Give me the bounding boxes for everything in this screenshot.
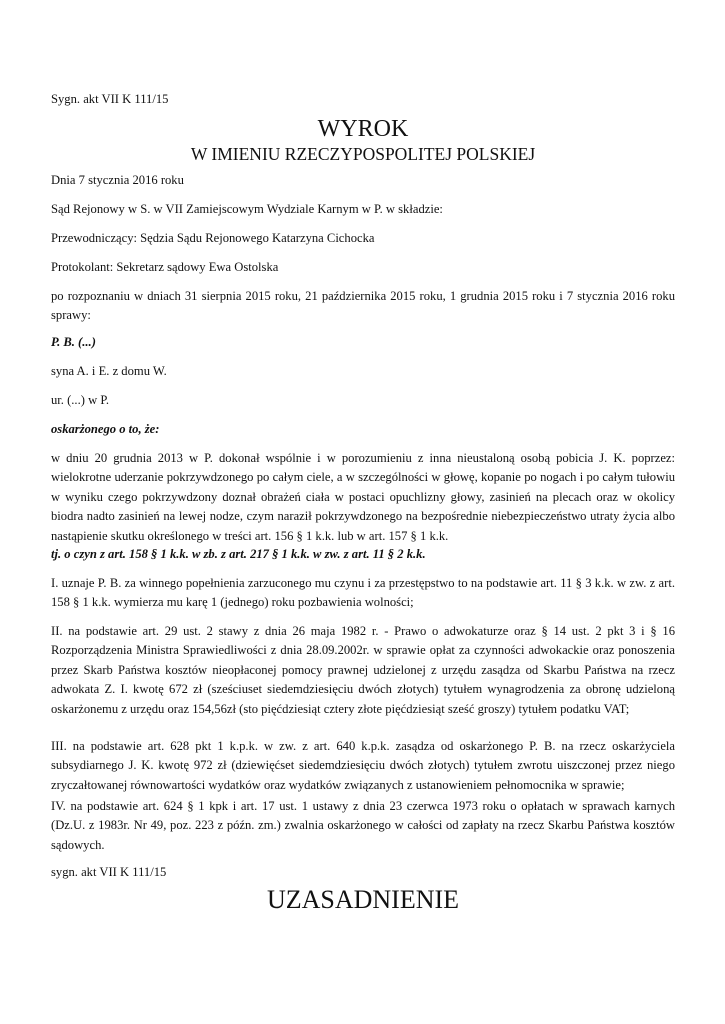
document-title: WYROK [317,116,409,142]
date-line: Dnia 7 stycznia 2016 roku [51,173,184,187]
charge-paragraph: w dniu 20 grudnia 2013 w P. dokonał wspólnie i w porozumieniu z inna nieustaloną osobą pobicia J. K. poprzez: wielokrotne uderzanie pokrzywdzonego po całym ciele, a w szczególności w głowę, kopanie po nogach i po całym tułowiu w wyniku czego pokrzywdzony doznał obrażeń ciała w postaci opuchlizny głowy, zasinień na plecach oraz w okolicy biodra nadto zasinień na lewej nodze, czym naraził pokrzywdzonego na bezpośrednie niebezpieczeństwo utraty życia albo nastąpienie skutku określonego w treści art. 156 § 1 k.k. lub w art. 157 § 1 k.k. [51,451,675,543]
verdict-point-4: IV. na podstawie art. 624 § 1 kpk i art. 17 ust. 1 ustawy z dnia 23 czerwca 1973 roku o opłatach w sprawach karnych (Dz.U. z 1983r. Nr 49, poz. 223 z późn. zm.) zwalnia oskarżonego w całości od zapłaty na rzecz Skarbu Państwa kosztów sądowych. [51,799,675,852]
presiding-judge-line: Przewodniczący: Sędzia Sądu Rejonowego Katarzyna Cichocka [51,231,375,245]
verdict-point-2: II. na podstawie art. 29 ust. 2 stawy z dnia 26 maja 1982 r. - Prawo o adwokaturze oraz § 14 ust. 2 pkt 3 i § 16 Rozporządzenia Ministra Sprawiedliwości z dnia 28.09.2002r. w sprawie opłat za czynności adwokackie oraz ponoszenia przez Skarb Państwa kosztów nieopłaconej pomocy prawnej udzielonej z urzędu zasądza od Skarbu Państwa na rzecz adwokata Z. I. kwotę 672 zł (sześciuset siedemdziesięciu dwóch złotych) tytułem wynagrodzenia za obronę udzieloną oskarżonemu z urzędu oraz 154,56zł (sto pięćdziesiąt cztery złote pięćdziesiąt sześć groszy) tytułem podatku VAT; [51,624,675,716]
document-subtitle: W IMIENIU RZECZYPOSPOLITEJ POLSKIEJ [190,144,536,164]
case-signature: Sygn. akt VII K 111/15 [51,92,169,106]
justification-title: UZASADNIENIE [266,885,460,914]
legal-basis: tj. o czyn z art. 158 § 1 k.k. w zb. z art. 217 § 1 k.k. w zw. z art. 11 § 2 k.k. [51,547,426,561]
defendant-parents: syna A. i E. z domu W. [51,364,167,378]
defendant-birth: ur. (...) w P. [51,393,110,407]
case-signature-bottom: sygn. akt VII K 111/15 [51,865,167,879]
defendant-name: P. B. (...) [51,335,96,349]
clerk-line: Protokolant: Sekretarz sądowy Ewa Ostolska [51,260,279,274]
accusation-heading: oskarżonego o to, że: [51,422,160,436]
court-line: Sąd Rejonowy w S. w VII Zamiejscowym Wydziale Karnym w P. w składzie: [51,202,443,216]
verdict-point-1: I. uznaje P. B. za winnego popełnienia zarzuconego mu czynu i za przestępstwo to na podstawie art. 11 § 3 k.k. w zw. z art. 158 § 1 k.k. wymierza mu karę 1 (jednego) roku pozbawienia wolności; [51,576,675,610]
verdict-point-3: III. na podstawie art. 628 pkt 1 k.p.k. w zw. z art. 640 k.p.k. zasądza od oskarżonego P. B. na rzecz oskarżyciela subsydiarnego J. K. kwotę 972 zł (dziewięćset siedemdziesięciu dwóch złotych) tytułem zwrotu uiszczonej przez niego zryczałtowanej równowartości wydatków oraz wydatków związanych z ustanowieniem pełnomocnika w sprawie; [51,739,675,792]
hearing-dates-paragraph: po rozpoznaniu w dniach 31 sierpnia 2015 roku, 21 października 2015 roku, 1 grudnia 2015 roku i 7 stycznia 2016 roku sprawy: [51,289,675,323]
